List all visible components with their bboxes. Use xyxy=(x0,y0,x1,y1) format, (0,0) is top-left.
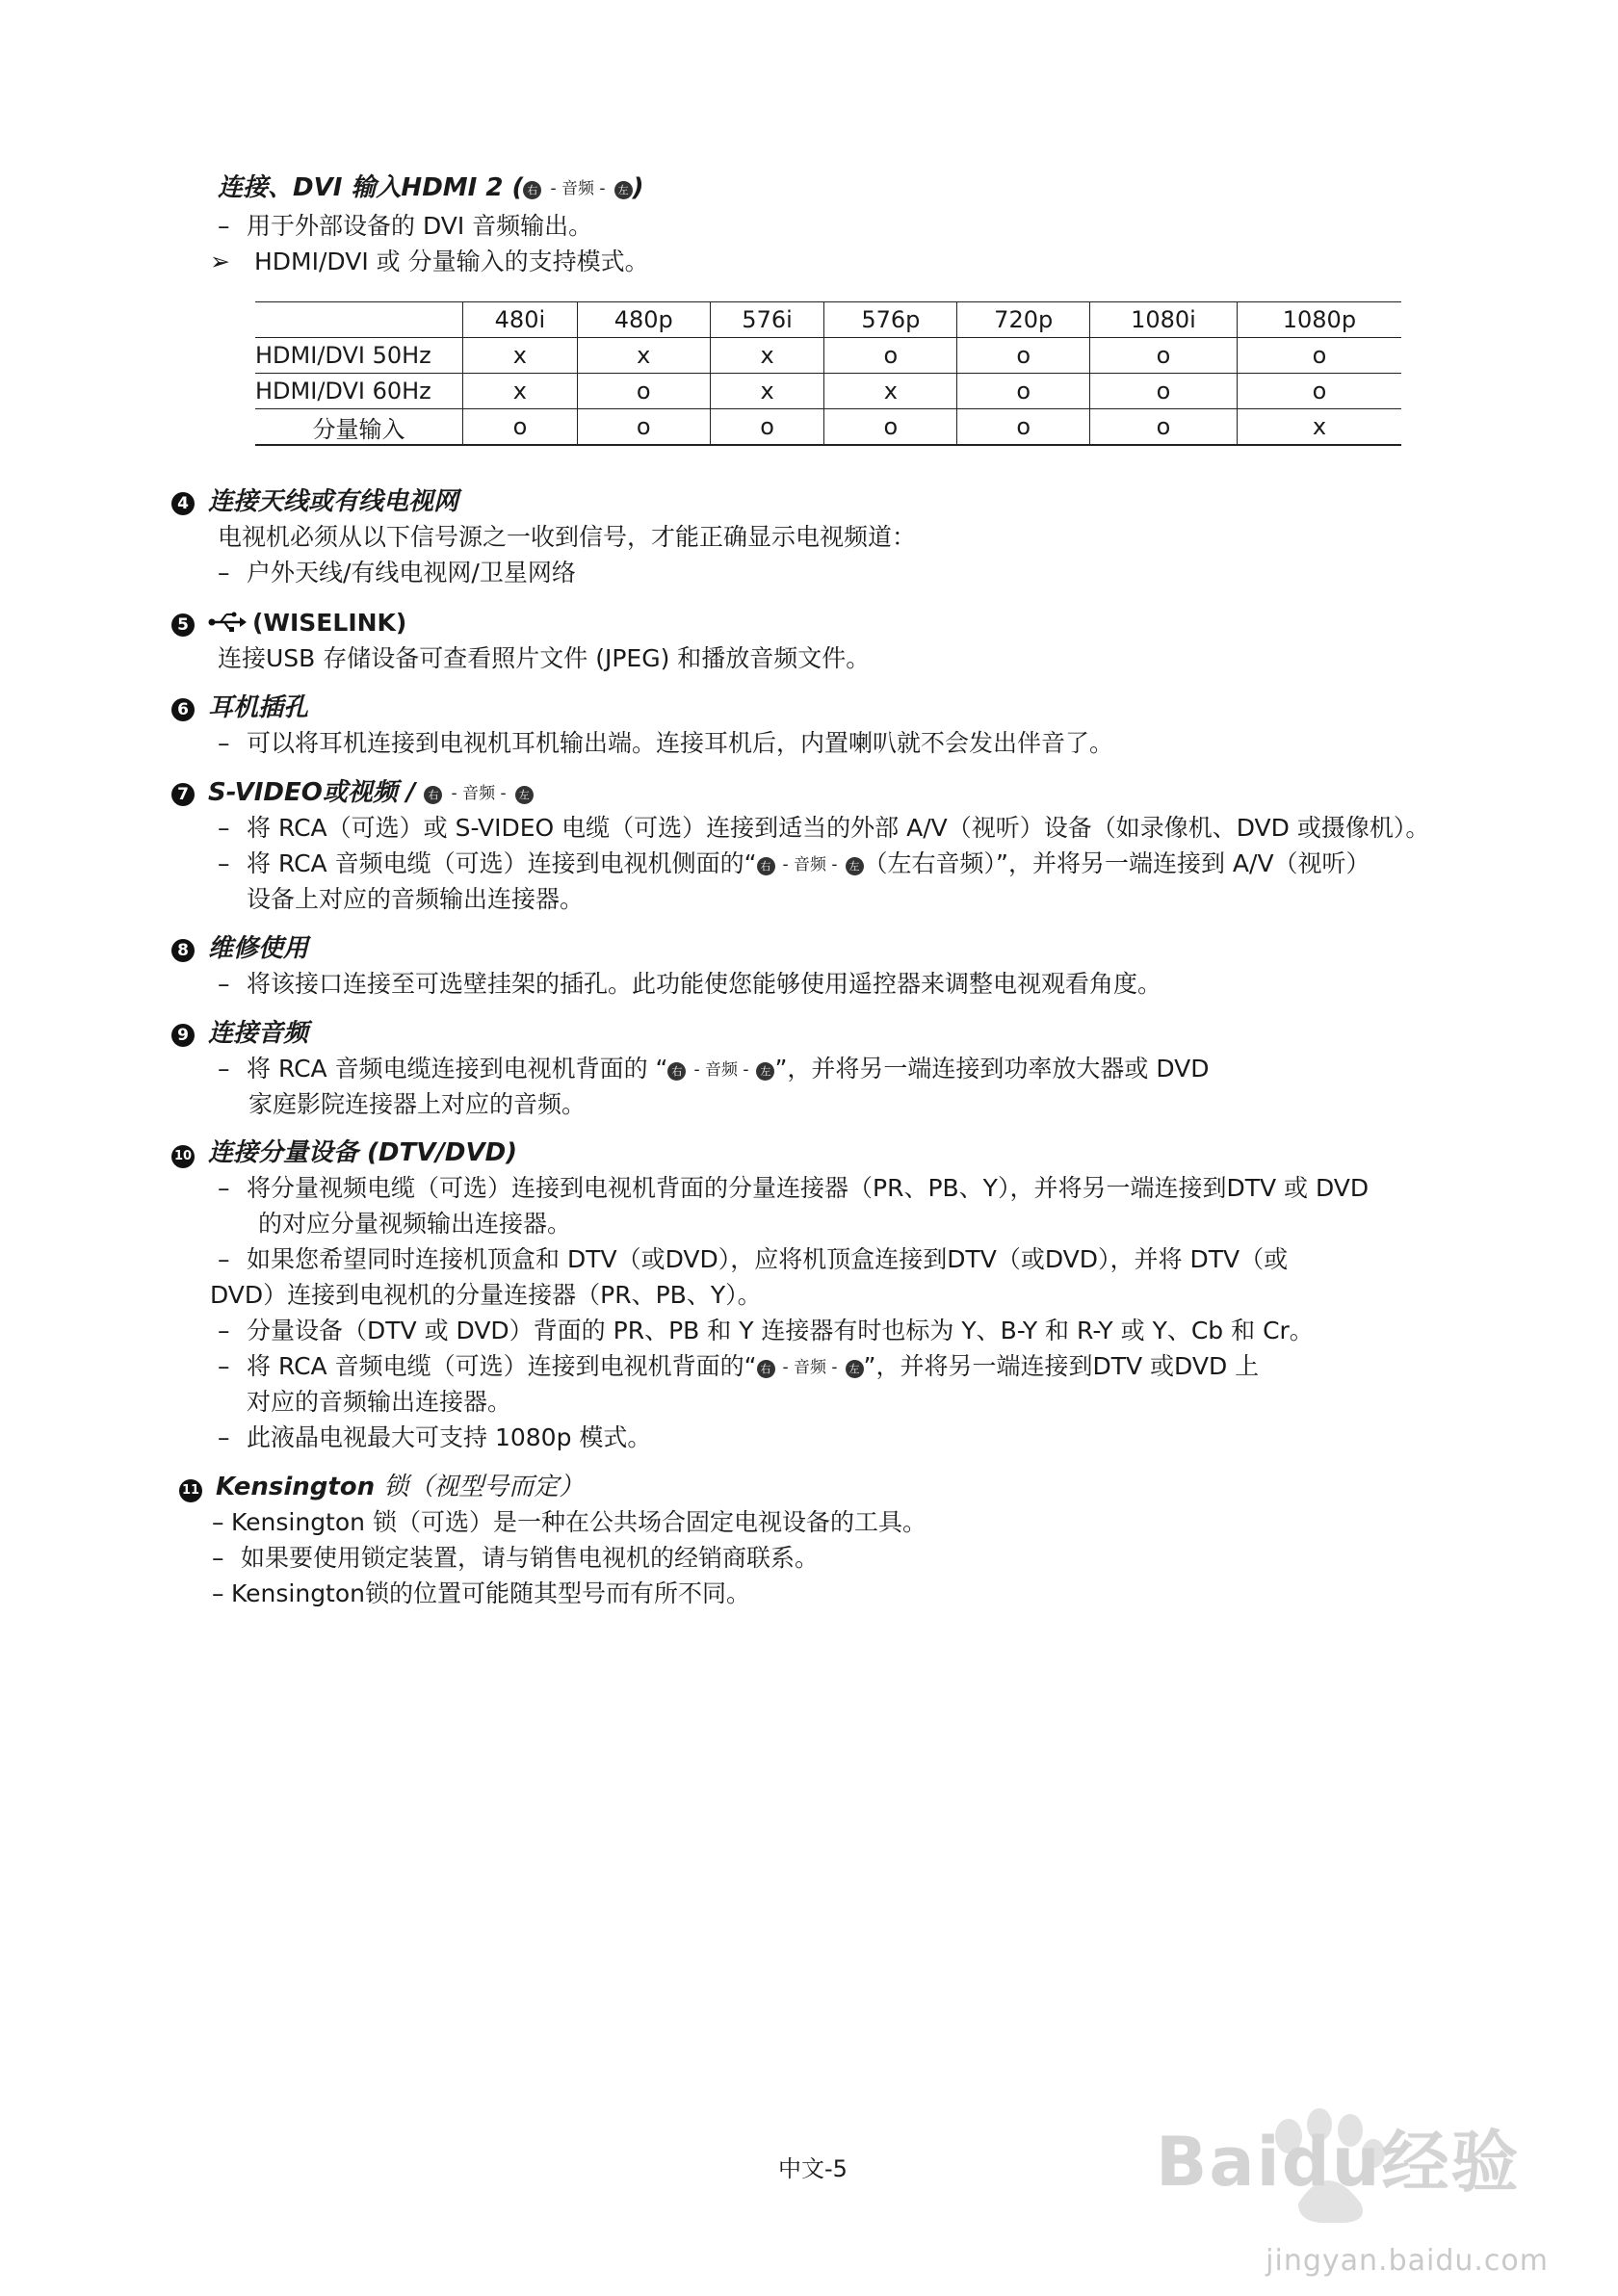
table-cell: o xyxy=(577,409,710,446)
table-cell: o xyxy=(1237,338,1401,374)
row-label: HDMI/DVI 60Hz xyxy=(255,374,463,409)
table-cell: x xyxy=(710,338,824,374)
left-audio-icon: 左 xyxy=(846,857,864,875)
dvi-note: ➢ HDMI/DVI 或 分量输入的支持模式。 xyxy=(210,246,649,278)
table-cell: x xyxy=(710,374,824,409)
section-number-badge: 5 xyxy=(171,613,195,637)
table-header-row xyxy=(255,302,1401,338)
column-header: 576p xyxy=(824,302,957,338)
section-number-badge: 11 xyxy=(179,1479,202,1502)
supported-modes-table xyxy=(255,301,1401,446)
dvi-heading-close: ) xyxy=(632,173,644,202)
section-10-line-2: 的对应分量视频输出连接器。 xyxy=(258,1210,572,1238)
table-row xyxy=(255,409,1401,446)
right-audio-icon: 右 xyxy=(757,1360,775,1378)
section-9-line-2: 家庭影院连接器上对应的音频。 xyxy=(248,1090,587,1118)
section-number-badge: 8 xyxy=(171,939,195,962)
section-number-badge: 6 xyxy=(171,698,195,721)
audio-label: - 音频 - xyxy=(550,179,606,198)
column-header: 1080p xyxy=(1237,302,1401,338)
watermark-brand: Baidu经验 xyxy=(1156,2123,1521,2202)
section-10-line-6: – 将 RCA 音频电缆（可选）连接到电视机背面的“ 右 - 音频 - 左 ”，并将另一端连接到DTV 或DVD 上 xyxy=(218,1352,1260,1380)
column-header: 720p xyxy=(957,302,1090,338)
table-cell: o xyxy=(577,374,710,409)
section-10-line-4: DVD）连接到电视机的分量连接器（PR、PB、Y）。 xyxy=(210,1281,762,1309)
table-cell: x xyxy=(463,374,578,409)
usb-icon xyxy=(208,609,252,641)
section-11-line-1: – Kensington 锁（可选）是一种在公共场合固定电视设备的工具。 xyxy=(212,1508,926,1536)
watermark-url: jingyan.baidu.com xyxy=(1266,2244,1549,2278)
dvi-heading-text: 连接、DVI 输入HDMI 2 ( xyxy=(218,173,524,202)
table-cell: o xyxy=(957,374,1090,409)
section-11-heading: 11 Kensington 锁（视型号而定） xyxy=(179,1471,584,1503)
section-number-badge: 10 xyxy=(171,1145,195,1168)
section-10-line-5: – 分量设备（DTV 或 DVD）背面的 PR、PB 和 Y 连接器有时也标为 Y、B-Y 和 R-Y 或 Y、Cb 和 Cr。 xyxy=(218,1317,1314,1344)
table-cell: o xyxy=(1090,409,1238,446)
right-audio-icon: 右 xyxy=(424,786,442,804)
table-cell: o xyxy=(1090,338,1238,374)
section-10-heading: 10 连接分量设备 (DTV/DVD) xyxy=(171,1136,517,1169)
section-7-heading: 7 S-VIDEO或视频 / 右 - 音频 - 左 xyxy=(171,776,534,810)
section-10-line-3: – 如果您希望同时连接机顶盒和 DTV（或DVD），应将机顶盒连接到DTV（或DVD），并将 DTV（或 xyxy=(218,1245,1289,1273)
left-audio-icon: 左 xyxy=(846,1360,864,1378)
section-number-badge: 9 xyxy=(171,1024,195,1047)
section-4-line-2: – 户外天线/有线电视网/卫星网络 xyxy=(218,559,576,587)
section-4-line-1: 电视机必须从以下信号源之一收到信号，才能正确显示电视频道： xyxy=(218,523,917,551)
table-cell: x xyxy=(1237,409,1401,446)
section-11-line-2: – 如果要使用锁定装置，请与销售电视机的经销商联系。 xyxy=(212,1544,820,1572)
column-header: 480i xyxy=(463,302,578,338)
left-audio-icon: 左 xyxy=(756,1062,774,1081)
row-label: 分量输入 xyxy=(255,409,463,446)
table-cell: o xyxy=(1237,374,1401,409)
section-9-heading: 9 连接音频 xyxy=(171,1017,308,1050)
column-header: 480p xyxy=(577,302,710,338)
section-number-badge: 4 xyxy=(171,492,195,515)
arrow-right-icon: ➢ xyxy=(210,248,230,275)
section-10-line-7: 对应的音频输出连接器。 xyxy=(247,1388,512,1416)
column-header: 576i xyxy=(710,302,824,338)
right-audio-icon: 右 xyxy=(667,1062,686,1081)
section-9-line-1: – 将 RCA 音频电缆连接到电视机背面的 “ 右 - 音频 - 左 ”，并将另一端连接到功率放大器或 DVD xyxy=(218,1055,1210,1083)
section-6-heading: 6 耳机插孔 xyxy=(171,691,308,724)
table-cell: x xyxy=(577,338,710,374)
table-corner xyxy=(255,302,463,338)
left-audio-icon: 左 xyxy=(614,181,633,199)
section-7-line-1: – 将 RCA（可选）或 S-VIDEO 电缆（可选）连接到适当的外部 A/V（视听）设备（如录像机、DVD 或摄像机）。 xyxy=(218,814,1430,842)
table-cell: o xyxy=(710,409,824,446)
page-number: 中文-5 xyxy=(778,2155,848,2182)
section-5-heading: 5 (WISELINK) xyxy=(171,607,406,641)
section-7-line-2: – 将 RCA 音频电缆（可选）连接到电视机侧面的“ 右 - 音频 - 左 （左右音频）”，并将另一端连接到 A/V（视听） xyxy=(218,849,1370,877)
section-11-line-3: – Kensington锁的位置可能随其型号而有所不同。 xyxy=(212,1579,751,1607)
table-cell: o xyxy=(957,338,1090,374)
table-cell: o xyxy=(824,338,957,374)
row-label: HDMI/DVI 50Hz xyxy=(255,338,463,374)
table-cell: x xyxy=(463,338,578,374)
left-audio-icon: 左 xyxy=(515,786,534,804)
dvi-heading xyxy=(218,171,644,205)
section-8-heading: 8 维修使用 xyxy=(171,932,308,965)
column-header: 1080i xyxy=(1090,302,1238,338)
section-7-line-3: 设备上对应的音频输出连接器。 xyxy=(247,885,585,913)
section-5-line-1: 连接USB 存储设备可查看照片文件 (JPEG) 和播放音频文件。 xyxy=(218,644,871,672)
section-10-line-1: – 将分量视频电缆（可选）连接到电视机背面的分量连接器（PR、PB、Y），并将另一端连接到DTV 或 DVD xyxy=(218,1174,1370,1202)
section-6-line-1: – 可以将耳机连接到电视机耳机输出端。连接耳机后，内置喇叭就不会发出伴音了。 xyxy=(218,729,1114,757)
section-10-line-8: – 此液晶电视最大可支持 1080p 模式。 xyxy=(218,1423,652,1451)
table-cell: o xyxy=(957,409,1090,446)
table-cell: x xyxy=(824,374,957,409)
section-8-line-1: – 将该接口连接至可选壁挂架的插孔。此功能使您能够使用遥控器来调整电视观看角度。 xyxy=(218,970,1162,998)
table-row xyxy=(255,374,1401,409)
table-cell: o xyxy=(1090,374,1238,409)
right-audio-icon: 右 xyxy=(523,181,541,199)
right-audio-icon: 右 xyxy=(757,857,775,875)
table-cell: o xyxy=(824,409,957,446)
section-number-badge: 7 xyxy=(171,783,195,806)
table-row xyxy=(255,338,1401,374)
section-4-heading: 4 连接天线或有线电视网 xyxy=(171,485,458,518)
dvi-line-1: – 用于外部设备的 DVI 音频输出。 xyxy=(218,212,593,240)
table-cell: o xyxy=(463,409,578,446)
